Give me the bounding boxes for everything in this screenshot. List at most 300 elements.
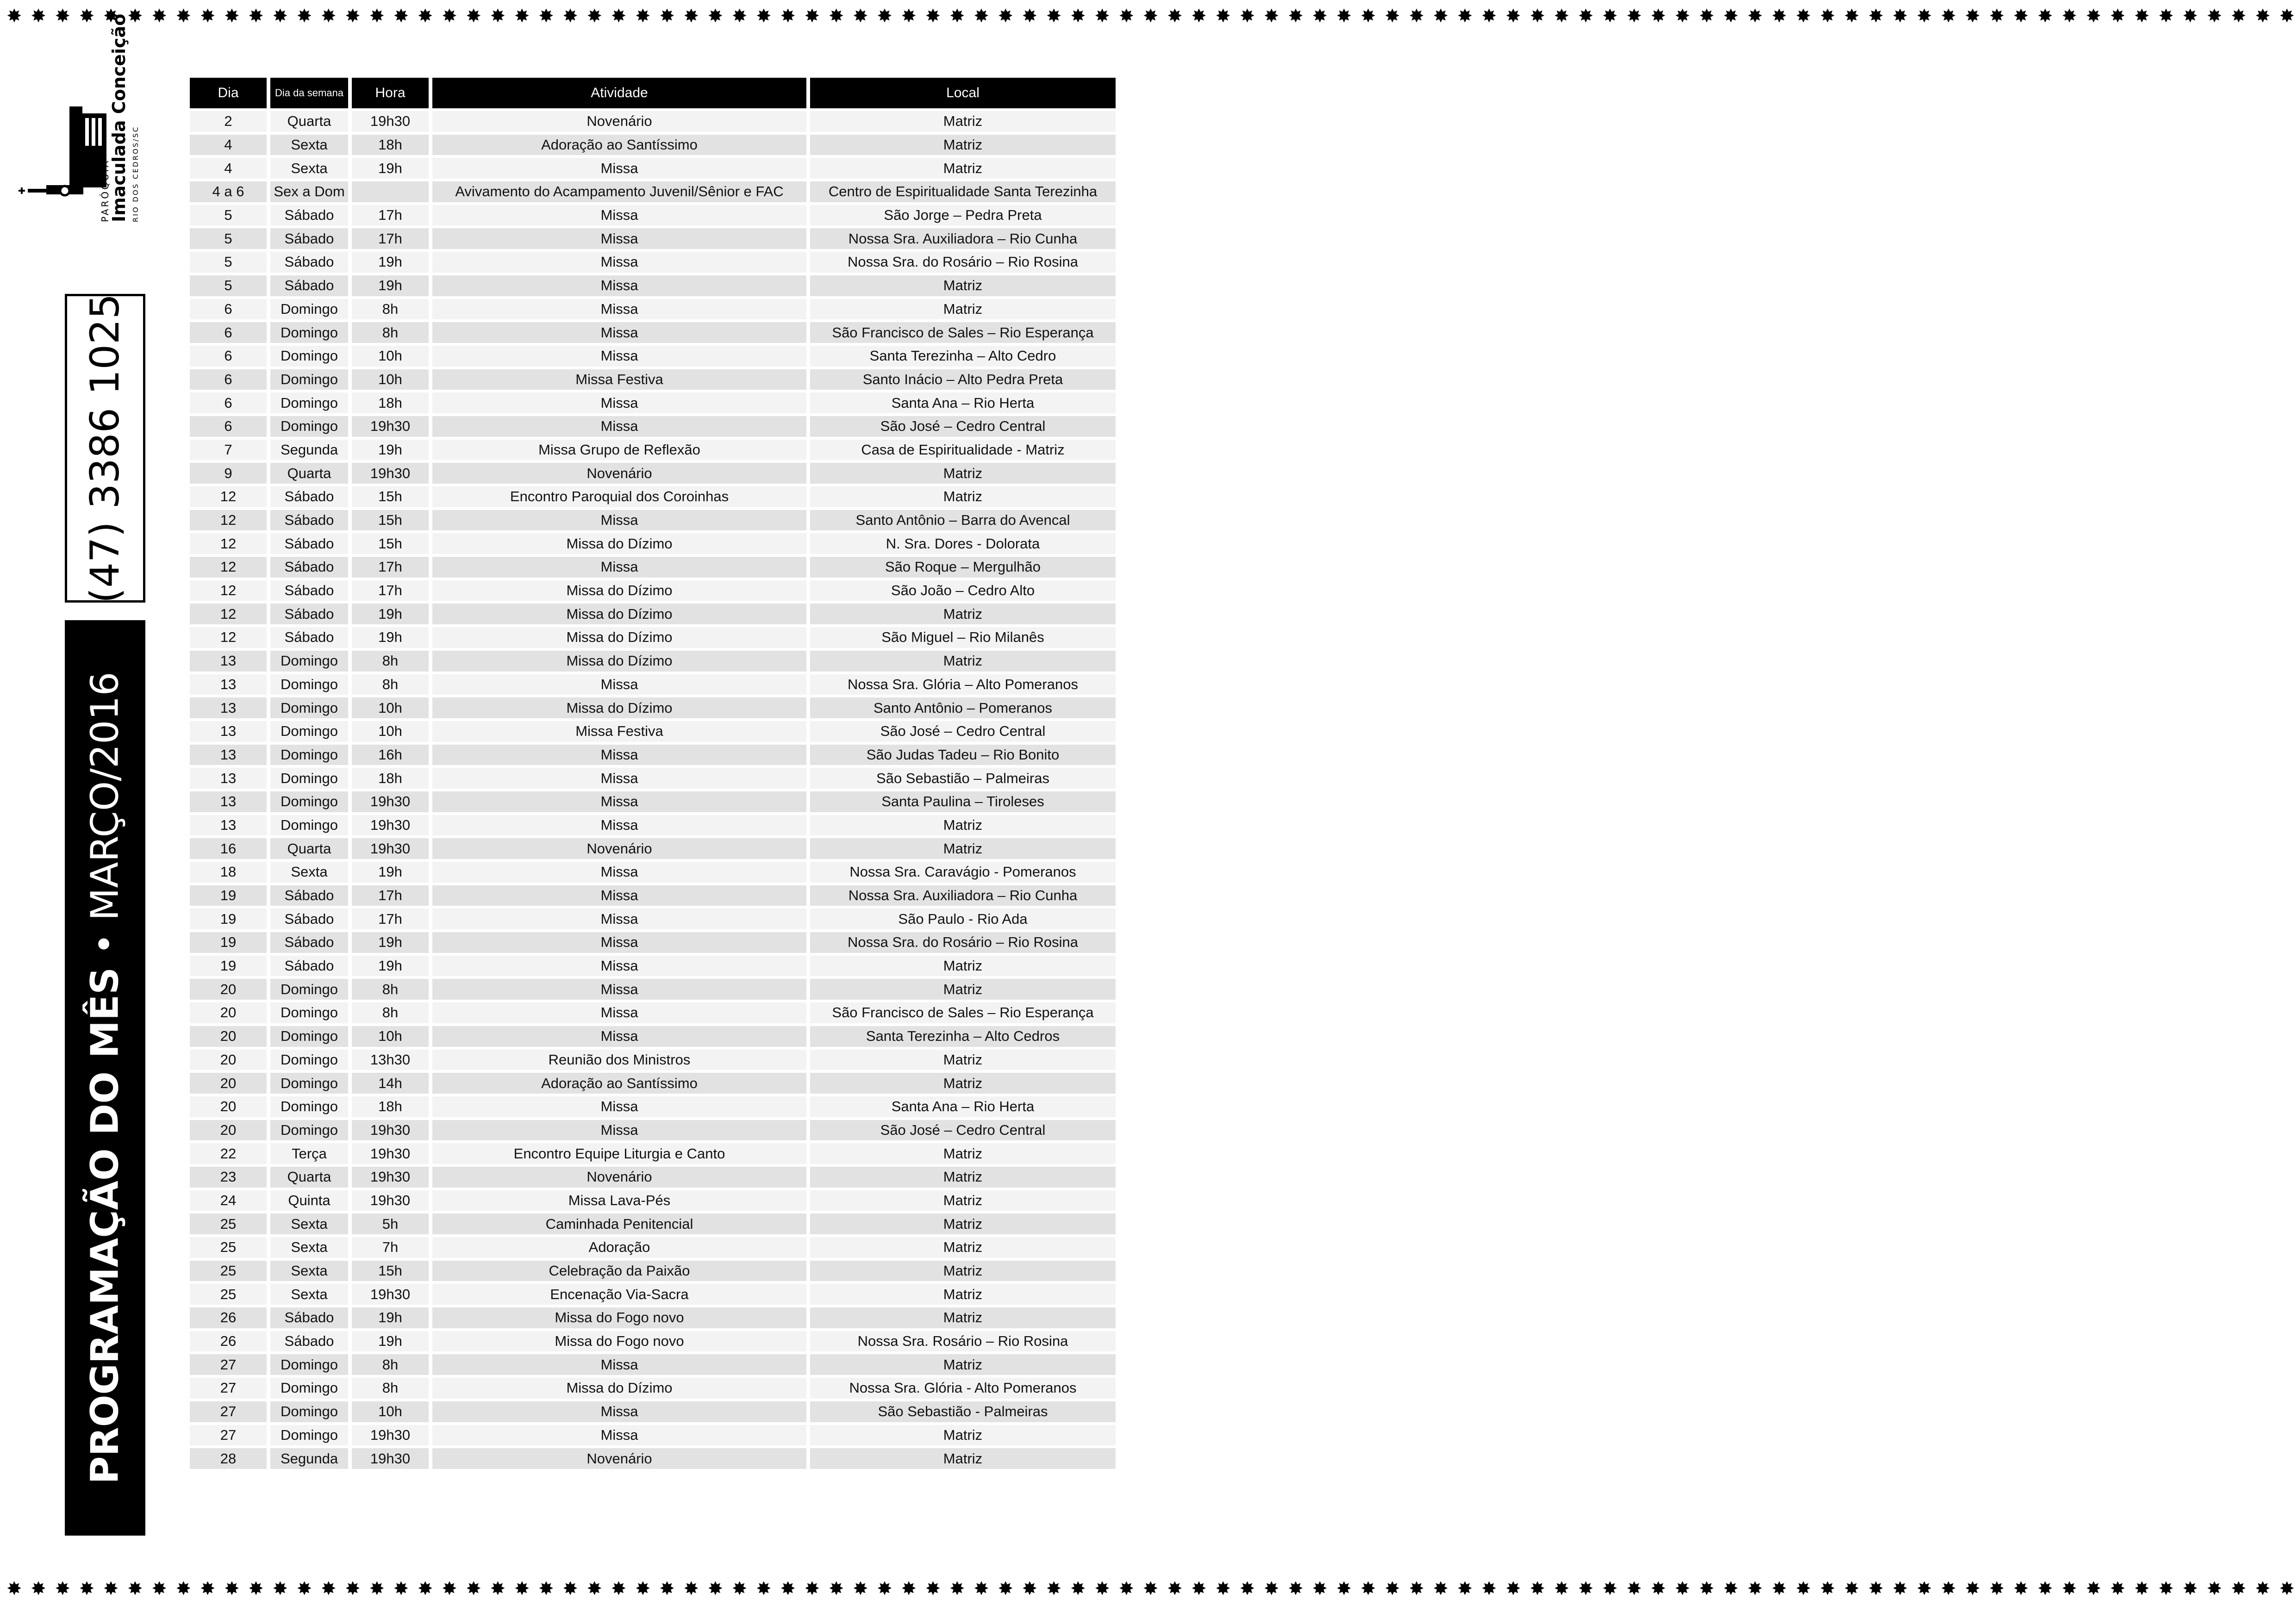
activity-cell: Missa [432,745,806,765]
activity-cell: Novenário [432,1448,806,1469]
day-cell: 13 [190,721,267,742]
weekday-cell: Sexta [270,135,348,156]
location-cell: Matriz [810,604,1116,624]
day-cell: 19 [190,932,267,953]
weekday-cell: Domingo [270,1354,348,1375]
activity-cell: Adoração [432,1237,806,1258]
table-row [190,1213,1116,1234]
table-row [190,1002,1116,1023]
day-cell: 20 [190,1120,267,1141]
weekday-cell: Sábado [270,486,348,507]
time-cell: 19h [352,252,429,273]
time-cell: 19h30 [352,791,429,812]
weekday-cell: Domingo [270,1002,348,1023]
activity-cell: Missa do Fogo novo [432,1307,806,1328]
time-cell: 17h [352,908,429,929]
table-row [190,299,1116,320]
day-cell: 26 [190,1307,267,1328]
table-row [190,604,1116,624]
weekday-cell: Domingo [270,1425,348,1446]
title-separator: • [83,933,127,955]
table-row [190,1143,1116,1164]
table-row [190,510,1116,531]
location-cell: Matriz [810,1167,1116,1188]
weekday-cell: Domingo [270,768,348,789]
table-row [190,1261,1116,1282]
activity-cell: Missa [432,1002,806,1023]
time-cell: 19h30 [352,1284,429,1305]
weekday-cell: Sex a Dom [270,181,348,202]
day-cell: 6 [190,416,267,437]
day-cell: 4 [190,158,267,179]
time-cell: 17h [352,885,429,906]
activity-cell: Missa Grupo de Reflexão [432,440,806,460]
schedule-body [190,111,1116,1469]
activity-cell: Missa Festiva [432,721,806,742]
weekday-cell: Sábado [270,275,348,296]
activity-cell: Missa do Dízimo [432,533,806,554]
time-cell: 10h [352,1026,429,1047]
location-cell: São José – Cedro Central [810,1120,1116,1141]
location-cell: Matriz [810,158,1116,179]
table-row [190,1026,1116,1047]
time-cell: 18h [352,135,429,156]
time-cell: 19h30 [352,1120,429,1141]
weekday-cell: Domingo [270,1073,348,1094]
location-cell: Nossa Sra. Glória – Alto Pomeranos [810,674,1116,695]
table-row [190,745,1116,765]
day-cell: 27 [190,1401,267,1422]
day-cell: 19 [190,956,267,977]
table-row [190,392,1116,413]
table-row [190,885,1116,906]
location-cell: São Paulo - Rio Ada [810,908,1116,929]
day-cell: 13 [190,651,267,672]
time-cell: 8h [352,322,429,343]
day-cell: 6 [190,299,267,320]
day-cell: 22 [190,1143,267,1164]
activity-cell: Missa do Dízimo [432,604,806,624]
activity-cell: Missa do Dízimo [432,697,806,718]
table-row [190,932,1116,953]
location-cell: Santa Paulina – Tiroleses [810,791,1116,812]
day-cell: 20 [190,979,267,1000]
parish-logo [19,13,148,236]
activity-cell: Missa [432,1354,806,1375]
activity-cell: Missa [432,322,806,343]
day-cell: 12 [190,510,267,531]
time-cell: 10h [352,346,429,367]
weekday-cell: Domingo [270,1401,348,1422]
weekday-cell: Domingo [270,1378,348,1399]
activity-cell: Novenário [432,838,806,859]
day-cell: 6 [190,346,267,367]
time-cell: 19h30 [352,815,429,836]
location-cell: Matriz [810,111,1116,132]
time-cell: 13h30 [352,1050,429,1070]
table-row [190,1050,1116,1070]
time-cell: 19h30 [352,463,429,484]
activity-cell: Missa [432,510,806,531]
table-row [190,862,1116,883]
day-cell: 20 [190,1096,267,1117]
time-cell: 19h30 [352,1448,429,1469]
location-cell: Matriz [810,1050,1116,1070]
activity-cell: Missa Festiva [432,369,806,390]
activity-cell: Encontro Paroquial dos Coroinhas [432,486,806,507]
weekday-cell: Domingo [270,346,348,367]
time-cell: 15h [352,533,429,554]
weekday-cell: Quinta [270,1190,348,1211]
weekday-cell: Domingo [270,1120,348,1141]
location-cell: Matriz [810,1425,1116,1446]
time-cell: 18h [352,392,429,413]
weekday-cell: Domingo [270,369,348,390]
time-cell: 19h30 [352,838,429,859]
weekday-cell: Sábado [270,252,348,273]
location-cell: Matriz [810,1213,1116,1234]
activity-cell: Missa [432,956,806,977]
table-row [190,956,1116,977]
table-row [190,1307,1116,1328]
location-cell: Nossa Sra. Caravágio - Pomeranos [810,862,1116,883]
location-cell: São Miguel – Rio Milanês [810,627,1116,648]
day-cell: 28 [190,1448,267,1469]
table-row [190,580,1116,601]
location-cell: Matriz [810,1284,1116,1305]
weekday-cell: Terça [270,1143,348,1164]
weekday-cell: Sábado [270,205,348,226]
day-cell: 5 [190,228,267,249]
activity-cell: Missa [432,557,806,578]
day-cell: 27 [190,1425,267,1446]
time-cell: 17h [352,580,429,601]
day-cell: 27 [190,1378,267,1399]
day-cell: 12 [190,580,267,601]
weekday-cell: Sábado [270,1307,348,1328]
location-cell: Matriz [810,979,1116,1000]
location-cell: Matriz [810,1448,1116,1469]
day-cell: 5 [190,252,267,273]
location-cell: Santo Inácio – Alto Pedra Preta [810,369,1116,390]
header-hora: Hora [352,78,429,108]
time-cell: 8h [352,979,429,1000]
activity-cell: Missa do Dízimo [432,627,806,648]
time-cell: 17h [352,557,429,578]
table-row [190,158,1116,179]
activity-cell: Missa [432,252,806,273]
time-cell: 19h30 [352,111,429,132]
location-cell: Matriz [810,1073,1116,1094]
location-cell: Santa Ana – Rio Herta [810,392,1116,413]
top-star-border: ✸ ✸ ✸ ✸ ✸ ✸ ✸ ✸ ✸ ✸ ✸ ✸ ✸ ✸ ✸ ✸ ✸ ✸ ✸ ✸ ✸ ✸ ✸ ✸ ✸ ✸ ✸ ✸ ✸ ✸ ✸ ✸ ✸ ✸ ✸ ✸ ✸ ✸ ✸ ✸ ✸ ✸ ✸ ✸ ✸ ✸ ✸ ✸ ✸ ✸ ✸ ✸ ✸ ✸ ✸ ✸ ✸ ✸ ✸ ✸ ✸ ✸ ✸ ✸ ✸ ✸ ✸ ✸ ✸ ✸ ✸ ✸ ✸ ✸ ✸ ✸ ✸ ✸ ✸ ✸ ✸ ✸ ✸ ✸ ✸ ✸ ✸ ✸ ✸ ✸ ✸ ✸ ✸ ✸ ✸ [6,6,2296,27]
header-local: Local [810,78,1116,108]
time-cell: 19h30 [352,1143,429,1164]
location-cell: São Francisco de Sales – Rio Esperança [810,322,1116,343]
weekday-cell: Sábado [270,885,348,906]
table-row [190,838,1116,859]
weekday-cell: Quarta [270,1167,348,1188]
day-cell: 6 [190,322,267,343]
logo-line-3: RIO DOS CEDROS/SC [131,125,140,222]
activity-cell: Missa [432,674,806,695]
weekday-cell: Domingo [270,299,348,320]
time-cell: 8h [352,674,429,695]
table-row [190,181,1116,202]
activity-cell: Reunião dos Ministros [432,1050,806,1070]
time-cell: 10h [352,697,429,718]
day-cell: 13 [190,791,267,812]
activity-cell: Missa [432,205,806,226]
location-cell: Matriz [810,486,1116,507]
location-cell: São Roque – Mergulhão [810,557,1116,578]
location-cell: Matriz [810,838,1116,859]
location-cell: Matriz [810,1354,1116,1375]
weekday-cell: Sexta [270,158,348,179]
weekday-cell: Domingo [270,1050,348,1070]
weekday-cell: Domingo [270,979,348,1000]
table-row [190,674,1116,695]
table-row [190,721,1116,742]
logo-line-2: Imaculada Conceição [109,13,129,222]
table-row [190,252,1116,273]
day-cell: 25 [190,1261,267,1282]
activity-cell: Novenário [432,1167,806,1188]
activity-cell: Missa [432,392,806,413]
church-drawing-icon [19,106,106,195]
location-cell: São Sebastião - Palmeiras [810,1401,1116,1422]
weekday-cell: Segunda [270,440,348,460]
day-cell: 24 [190,1190,267,1211]
weekday-cell: Domingo [270,1096,348,1117]
time-cell: 19h [352,1307,429,1328]
time-cell: 8h [352,1354,429,1375]
day-cell: 27 [190,1354,267,1375]
day-cell: 13 [190,815,267,836]
table-row [190,346,1116,367]
activity-cell: Celebração da Paixão [432,1261,806,1282]
day-cell: 26 [190,1331,267,1352]
weekday-cell: Domingo [270,651,348,672]
activity-cell: Missa do Fogo novo [432,1331,806,1352]
activity-cell: Avivamento do Acampamento Juvenil/Sênior e FAC [432,181,806,202]
day-cell: 25 [190,1237,267,1258]
location-cell: São José – Cedro Central [810,416,1116,437]
time-cell: 10h [352,721,429,742]
weekday-cell: Domingo [270,674,348,695]
activity-cell: Missa do Dízimo [432,1378,806,1399]
activity-cell: Missa [432,1096,806,1117]
time-cell: 19h [352,956,429,977]
location-cell: Santo Antônio – Barra do Avencal [810,510,1116,531]
table-row [190,1425,1116,1446]
location-cell: Santa Ana – Rio Herta [810,1096,1116,1117]
day-cell: 13 [190,768,267,789]
time-cell: 16h [352,745,429,765]
time-cell: 5h [352,1213,429,1234]
table-row [190,1073,1116,1094]
logo-line-1: PARÓQUIA [100,159,111,222]
weekday-cell: Domingo [270,815,348,836]
activity-cell: Missa [432,228,806,249]
table-row [190,791,1116,812]
time-cell: 17h [352,205,429,226]
weekday-cell: Sexta [270,862,348,883]
time-cell: 19h [352,862,429,883]
table-row [190,557,1116,578]
activity-cell: Missa [432,908,806,929]
weekday-cell: Domingo [270,322,348,343]
weekday-cell: Sábado [270,956,348,977]
table-row [190,135,1116,156]
time-cell: 15h [352,486,429,507]
weekday-cell: Quarta [270,463,348,484]
day-cell: 2 [190,111,267,132]
activity-cell: Adoração ao Santíssimo [432,135,806,156]
day-cell: 12 [190,604,267,624]
location-cell: Casa de Espiritualidade - Matriz [810,440,1116,460]
header-atividade: Atividade [432,78,806,108]
activity-cell: Missa [432,815,806,836]
time-cell: 19h30 [352,416,429,437]
phone-number: (47) 3386 1025 [82,293,128,603]
bottom-star-border: ✸ ✸ ✸ ✸ ✸ ✸ ✸ ✸ ✸ ✸ ✸ ✸ ✸ ✸ ✸ ✸ ✸ ✸ ✸ ✸ ✸ ✸ ✸ ✸ ✸ ✸ ✸ ✸ ✸ ✸ ✸ ✸ ✸ ✸ ✸ ✸ ✸ ✸ ✸ ✸ ✸ ✸ ✸ ✸ ✸ ✸ ✸ ✸ ✸ ✸ ✸ ✸ ✸ ✸ ✸ ✸ ✸ ✸ ✸ ✸ ✸ ✸ ✸ ✸ ✸ ✸ ✸ ✸ ✸ ✸ ✸ ✸ ✸ ✸ ✸ ✸ ✸ ✸ ✸ ✸ ✸ ✸ ✸ ✸ ✸ ✸ ✸ ✸ ✸ ✸ ✸ ✸ ✸ ✸ ✸ [6,1578,2296,1599]
location-cell: Matriz [810,1237,1116,1258]
weekday-cell: Sábado [270,604,348,624]
activity-cell: Missa [432,1026,806,1047]
day-cell: 20 [190,1050,267,1070]
location-cell: Matriz [810,299,1116,320]
time-cell: 8h [352,1378,429,1399]
weekday-cell: Sexta [270,1213,348,1234]
time-cell: 10h [352,369,429,390]
page-title [83,672,127,1484]
time-cell: 19h [352,275,429,296]
table-row [190,768,1116,789]
weekday-cell: Domingo [270,721,348,742]
day-cell: 4 [190,135,267,156]
location-cell: Nossa Sra. do Rosário – Rio Rosina [810,932,1116,953]
location-cell: Nossa Sra. Auxiliadora – Rio Cunha [810,228,1116,249]
time-cell: 19h [352,158,429,179]
table-row [190,1378,1116,1399]
phone-box [65,294,145,603]
time-cell: 19h [352,627,429,648]
time-cell: 19h30 [352,1425,429,1446]
time-cell: 14h [352,1073,429,1094]
title-month: MARÇO/2016 [83,672,127,921]
weekday-cell: Sábado [270,533,348,554]
activity-cell: Missa [432,416,806,437]
weekday-cell: Quarta [270,111,348,132]
table-row [190,533,1116,554]
weekday-cell: Sexta [270,1237,348,1258]
time-cell: 19h [352,440,429,460]
table-row [190,979,1116,1000]
activity-cell: Missa [432,768,806,789]
time-cell: 18h [352,1096,429,1117]
activity-cell: Missa [432,299,806,320]
weekday-cell: Sábado [270,627,348,648]
day-cell: 5 [190,275,267,296]
schedule-table [186,75,1119,1472]
activity-cell: Novenário [432,463,806,484]
activity-cell: Missa [432,791,806,812]
activity-cell: Missa do Dízimo [432,651,806,672]
table-row [190,651,1116,672]
location-cell: Matriz [810,815,1116,836]
location-cell: N. Sra. Dores - Dolorata [810,533,1116,554]
table-row [190,463,1116,484]
weekday-cell: Sábado [270,908,348,929]
day-cell: 13 [190,674,267,695]
day-cell: 13 [190,745,267,765]
activity-cell: Missa [432,862,806,883]
location-cell: São João – Cedro Alto [810,580,1116,601]
day-cell: 4 a 6 [190,181,267,202]
table-row [190,1167,1116,1188]
activity-cell: Novenário [432,111,806,132]
activity-cell: Encontro Equipe Liturgia e Canto [432,1143,806,1164]
table-row [190,697,1116,718]
location-cell: Santa Terezinha – Alto Cedro [810,346,1116,367]
day-cell: 5 [190,205,267,226]
location-cell: São Judas Tadeu – Rio Bonito [810,745,1116,765]
weekday-cell: Sexta [270,1261,348,1282]
location-cell: Nossa Sra. Rosário – Rio Rosina [810,1331,1116,1352]
location-cell: São Sebastião – Palmeiras [810,768,1116,789]
table-row [190,1401,1116,1422]
table-row [190,627,1116,648]
location-cell: Matriz [810,463,1116,484]
table-row [190,1331,1116,1352]
activity-cell: Adoração ao Santíssimo [432,1073,806,1094]
location-cell: Matriz [810,1143,1116,1164]
table-row [190,416,1116,437]
location-cell: Nossa Sra. Auxiliadora – Rio Cunha [810,885,1116,906]
day-cell: 19 [190,908,267,929]
weekday-cell: Domingo [270,791,348,812]
location-cell: Matriz [810,275,1116,296]
day-cell: 23 [190,1167,267,1188]
activity-cell: Missa [432,979,806,1000]
table-row [190,228,1116,249]
location-cell: Matriz [810,1261,1116,1282]
weekday-cell: Domingo [270,1026,348,1047]
location-cell: São Francisco de Sales – Rio Esperança [810,1002,1116,1023]
activity-cell: Missa [432,885,806,906]
table-row [190,205,1116,226]
activity-cell: Missa [432,158,806,179]
location-cell: Matriz [810,956,1116,977]
table-row [190,1190,1116,1211]
activity-cell: Encenação Via-Sacra [432,1284,806,1305]
activity-cell: Missa do Dízimo [432,580,806,601]
time-cell [352,181,429,202]
title-band [65,620,145,1536]
weekday-cell: Sábado [270,557,348,578]
table-row [190,111,1116,132]
time-cell: 15h [352,510,429,531]
weekday-cell: Segunda [270,1448,348,1469]
location-cell: Santo Antônio – Pomeranos [810,697,1116,718]
day-cell: 12 [190,627,267,648]
table-row [190,1096,1116,1117]
time-cell: 19h30 [352,1167,429,1188]
day-cell: 25 [190,1284,267,1305]
header-dia-da-semana: Dia da semana [270,78,348,108]
weekday-cell: Quarta [270,838,348,859]
